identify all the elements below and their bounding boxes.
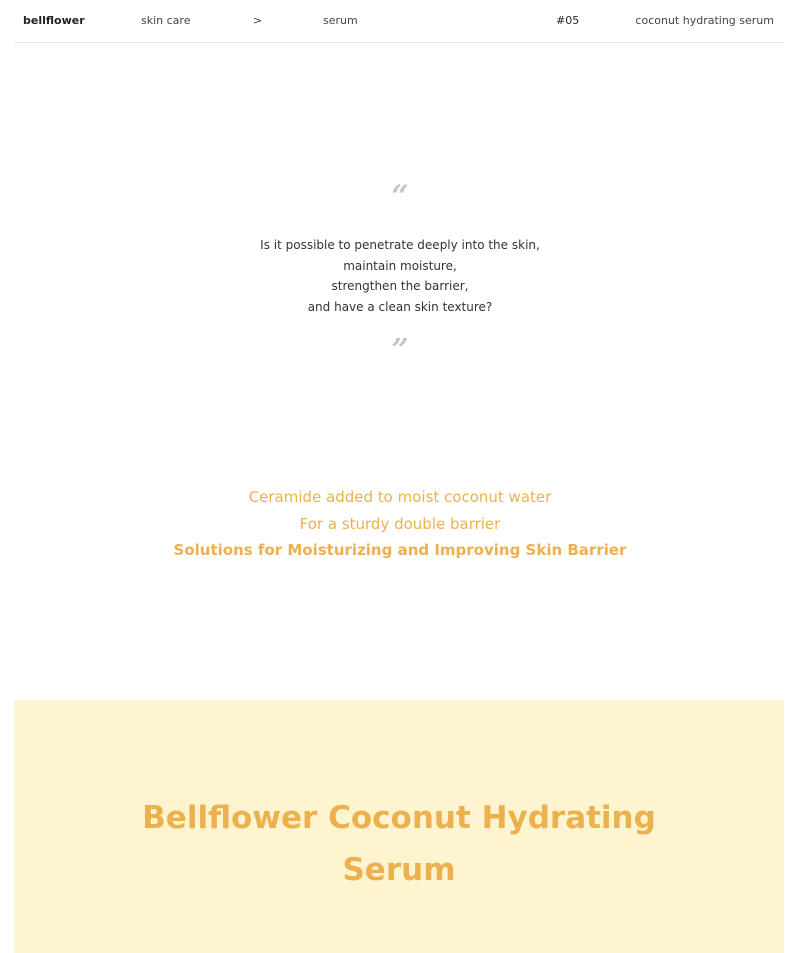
quote-line: strengthen the barrier, (331, 279, 469, 293)
banner-title-line-1: Bellflower Coconut Hydrating (142, 800, 656, 836)
brand-logo[interactable]: bellflower (23, 14, 85, 27)
product-name: coconut hydrating serum (635, 14, 774, 27)
tagline-line-2: For a sturdy double barrier (299, 514, 501, 533)
breadcrumb-bar (14, 0, 784, 43)
open-quote-icon: “ (391, 179, 409, 214)
quote-line: maintain moisture, (343, 258, 457, 273)
tagline-line-1: Ceramide added to moist coconut water (248, 488, 552, 506)
tagline (0, 484, 800, 564)
tagline-line-3: Solutions for Moisturizing and Improving Skin Barrier (173, 541, 627, 559)
quote-line: and have a clean skin texture? (307, 299, 493, 314)
product-banner (14, 700, 784, 953)
quote-text (0, 235, 800, 317)
breadcrumb-category[interactable]: skin care (141, 14, 191, 27)
quote-line: Is it possible to penetrate deeply into the skin, (260, 238, 540, 252)
close-quote-icon: ” (391, 333, 409, 368)
breadcrumb-separator: > (253, 14, 263, 27)
banner-title-line-2: Serum (342, 852, 456, 888)
product-number: #05 (556, 14, 580, 27)
banner-title (14, 792, 784, 896)
breadcrumb-subcategory[interactable]: serum (323, 14, 358, 27)
